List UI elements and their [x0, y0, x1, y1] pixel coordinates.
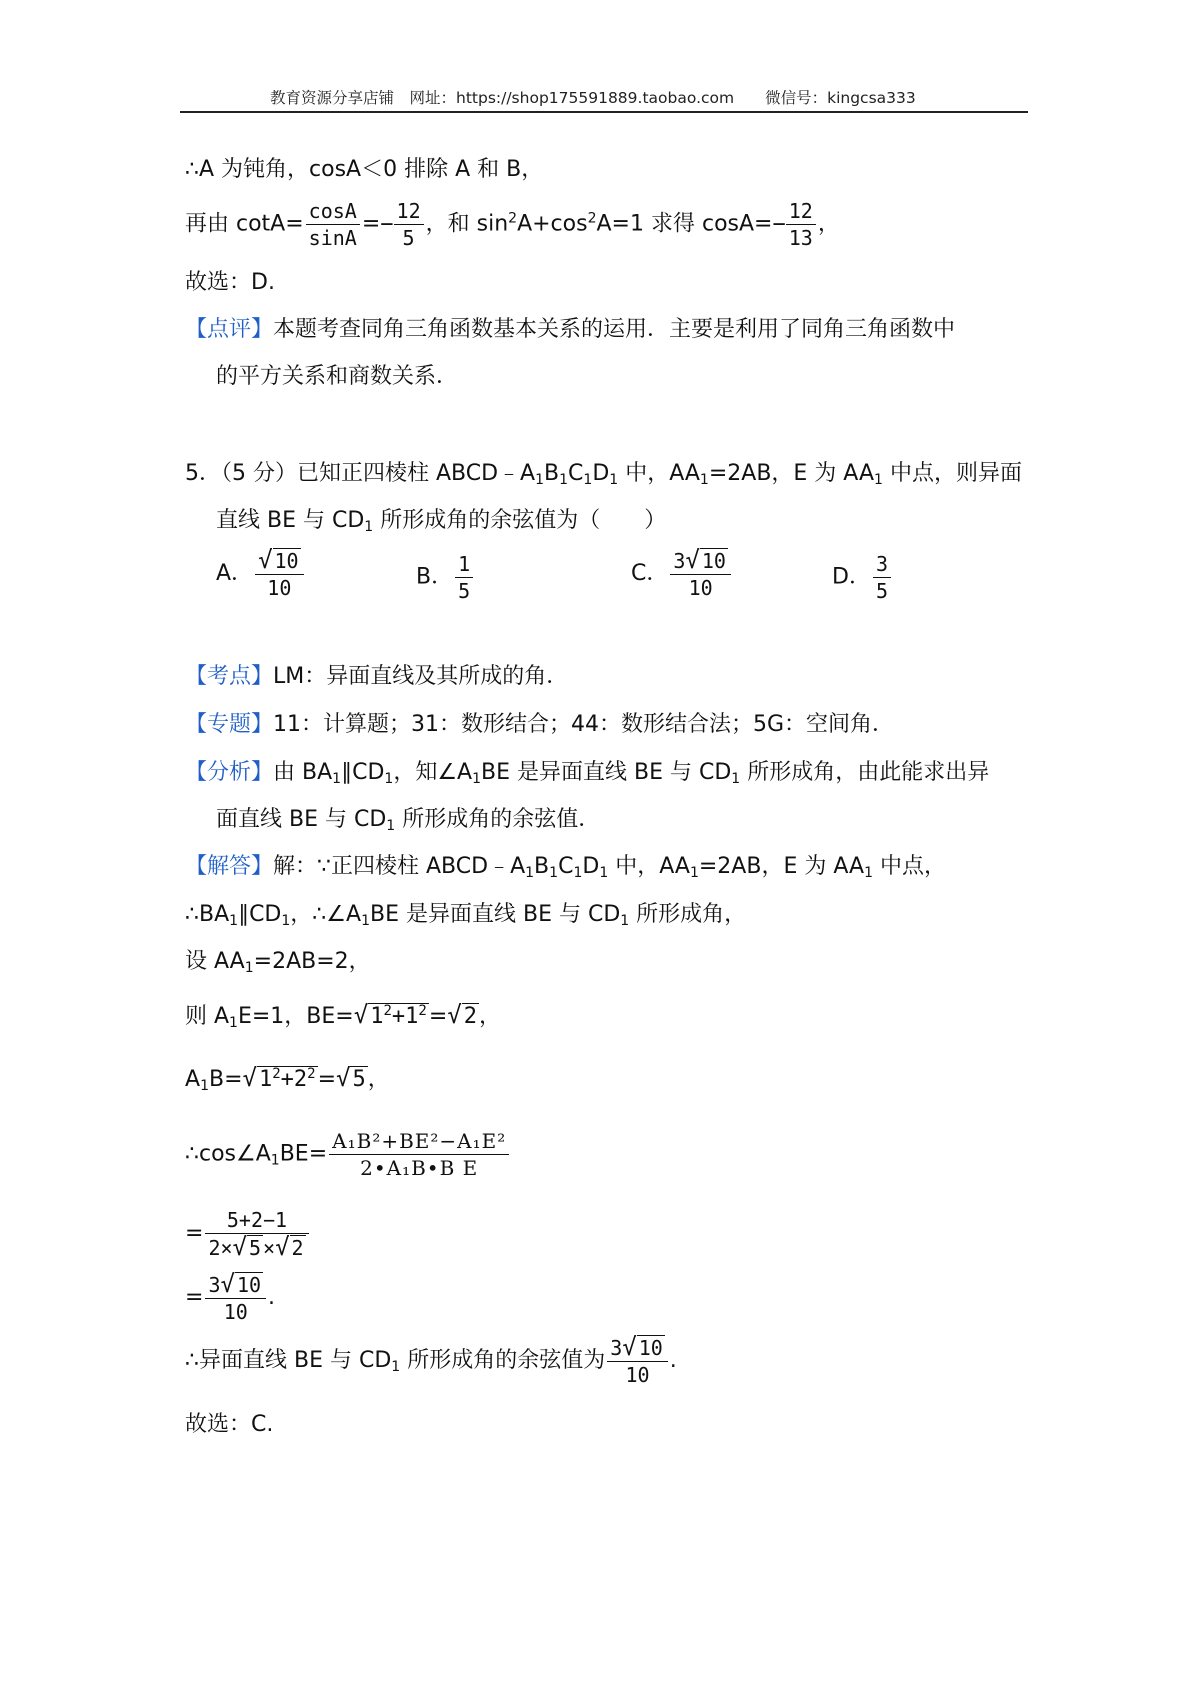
sup: 2 — [508, 210, 518, 227]
text: 中点， — [872, 854, 946, 879]
solution-step-6 — [185, 1128, 511, 1181]
frac-den: 5 — [455, 577, 473, 604]
cosine-law-frac — [329, 1128, 509, 1181]
text: =2AB，E 为 AA — [698, 854, 865, 879]
text: =2AB=2， — [253, 949, 371, 974]
option-label: D． — [832, 564, 871, 590]
radicand: 5 — [248, 1236, 262, 1260]
text: C — [568, 461, 584, 486]
sub: 1 — [620, 913, 630, 929]
radical: √ 5 — [232, 1233, 262, 1261]
radicand: 10 — [274, 549, 299, 573]
option-label: A． — [216, 561, 254, 586]
frac-den: 10 — [607, 1361, 668, 1388]
q4-l2-end: ， — [817, 211, 840, 237]
zhuanti-line — [185, 710, 894, 740]
text: 直线 BE 与 CD — [216, 508, 365, 533]
sub: 1 — [361, 913, 370, 929]
text: ， — [367, 1067, 390, 1092]
text: 所形成角， — [629, 902, 747, 927]
frac-den: 2•A₁B•B E — [329, 1154, 509, 1181]
frac-den: 10 — [255, 574, 304, 601]
text: BE 是异面直线 BE 与 CD — [481, 760, 732, 785]
frac-num: cosA — [308, 199, 357, 223]
q5-stem-line-2 — [216, 506, 666, 536]
sub: 1 — [391, 1359, 401, 1375]
zhuanti-tag: 【专题】 — [185, 712, 274, 737]
frac-num — [205, 1271, 266, 1298]
kaodian-tag: 【考点】 — [185, 664, 274, 689]
text: B — [544, 461, 560, 486]
sub: 1 — [535, 472, 545, 488]
comment-tag: 【点评】 — [185, 317, 274, 342]
sup: 2 — [418, 1003, 427, 1019]
q4-line-2 — [185, 198, 840, 251]
frac-den — [205, 1233, 308, 1261]
radicand — [368, 1003, 429, 1029]
frac-num — [670, 547, 731, 574]
q4-l2-b: ，和 sin — [425, 211, 509, 237]
frac-cos-over-sin — [306, 198, 360, 251]
radical: $√1^2+1^2$ — [353, 1001, 427, 1029]
text: 5．（5 分）已知正四棱柱 ABCD﹣A — [185, 461, 536, 486]
text: 中，AA — [608, 854, 690, 879]
frac-8 — [205, 1271, 266, 1325]
frac-12-5 — [394, 198, 424, 251]
q4-l2-a: 再由 cotA= — [185, 211, 304, 237]
sub: 1 — [525, 865, 535, 881]
text: 中点，则异面 — [882, 461, 1022, 486]
option-c[interactable] — [631, 547, 733, 601]
q4-comment-line-2: 的平方关系和商数关系． — [216, 364, 459, 389]
frac-9 — [607, 1334, 668, 1388]
frac-num: 12 — [396, 199, 421, 223]
sub: 1 — [200, 1078, 209, 1094]
q5-stem-line-1 — [185, 459, 1022, 489]
page-header: 教育资源分享店铺 网址：https://shop175591889.taobao.com 微信号：kingcsa333 — [270, 89, 916, 107]
radical: $√1^2+2^2$ — [242, 1064, 316, 1092]
neg-sign: − — [380, 211, 394, 237]
text: 中，AA — [618, 461, 700, 486]
text: B — [534, 854, 550, 879]
text: 所形成角的余弦值为（ ） — [373, 508, 667, 533]
sub: 1 — [699, 472, 709, 488]
text: +1 — [391, 1004, 419, 1029]
sup: 2 — [307, 1066, 316, 1082]
option-label: B． — [416, 564, 454, 590]
sub: 1 — [864, 865, 873, 881]
radicand: 5 — [352, 1067, 366, 1092]
text: ∴BA — [185, 902, 230, 927]
text: 由 BA — [273, 760, 333, 785]
text: B= — [208, 1067, 243, 1092]
sub: 1 — [332, 771, 342, 787]
text: ∥CD — [238, 902, 282, 927]
text: E=1，BE= — [237, 1004, 354, 1029]
coef: 3 — [208, 1273, 221, 1297]
radicand: 10 — [701, 549, 726, 573]
frac-num: 12 — [788, 199, 813, 223]
solution-step-8 — [185, 1271, 275, 1325]
text: =2AB，E 为 AA — [708, 461, 875, 486]
jieda-tag: 【解答】 — [185, 854, 274, 879]
coef: 3 — [673, 549, 686, 573]
text: 所形成角的余弦值． — [395, 807, 601, 832]
radicand: 10 — [638, 1336, 663, 1360]
text: +2 — [280, 1067, 308, 1092]
sub: 1 — [270, 1152, 280, 1169]
text: ，∴∠A — [290, 902, 362, 927]
option-b[interactable] — [416, 551, 475, 604]
sub: 1 — [364, 519, 374, 535]
text: = — [428, 1004, 448, 1029]
q4-l2-c: A+cos — [517, 211, 588, 237]
frac-den: 5 — [873, 577, 891, 604]
text: = — [185, 1285, 204, 1310]
radicand: 10 — [236, 1273, 262, 1297]
text: ， — [478, 1004, 501, 1029]
q4-comment-line-1 — [185, 315, 955, 345]
sub: 1 — [689, 865, 699, 881]
sub: 1 — [229, 1015, 238, 1031]
text: . — [669, 1348, 677, 1373]
text: BE 是异面直线 BE 与 CD — [370, 902, 621, 927]
sub: 1 — [386, 818, 396, 834]
option-d[interactable] — [832, 551, 893, 604]
text: C — [558, 854, 574, 879]
sub: 1 — [609, 472, 619, 488]
text: 所形成角的余弦值为 — [400, 1348, 606, 1373]
radicand — [257, 1066, 318, 1092]
solution-step-4 — [185, 1000, 501, 1032]
sup: 2 — [587, 210, 597, 227]
fenxi-line-1 — [185, 758, 989, 788]
option-frac — [873, 551, 891, 604]
frac-num — [255, 547, 304, 574]
text: D — [582, 854, 600, 879]
header-rule — [180, 111, 1028, 113]
frac-num: 1 — [458, 552, 471, 576]
frac-den: 5 — [394, 224, 424, 251]
option-frac — [455, 551, 473, 604]
text: = — [185, 1221, 204, 1246]
sub: 1 — [472, 771, 482, 787]
radical: √ 10 — [258, 546, 299, 574]
radicand: 2 — [463, 1004, 477, 1029]
sub: 1 — [731, 771, 741, 787]
sub: 1 — [559, 472, 569, 488]
text: ，知∠A — [393, 760, 473, 785]
option-frac — [670, 547, 731, 601]
frac-num: A₁B²+BE²−A₁E² — [332, 1129, 507, 1153]
text: 设 AA — [185, 949, 245, 974]
option-label: C． — [631, 561, 669, 586]
frac-den: 13 — [786, 224, 816, 251]
solution-step-9 — [185, 1334, 677, 1388]
sub: 1 — [599, 865, 609, 881]
text: = — [317, 1067, 337, 1092]
text: 2× — [208, 1236, 233, 1260]
solution-step-3 — [185, 947, 371, 977]
radical: √2 — [447, 1001, 477, 1029]
kaodian-line — [185, 662, 568, 692]
solution-step-2 — [185, 900, 746, 930]
sup: 2 — [272, 1066, 281, 1082]
text: × — [263, 1236, 276, 1260]
sub: 1 — [229, 913, 239, 929]
text: 则 A — [185, 1004, 230, 1029]
solution-step-5 — [185, 1063, 390, 1095]
sub: 1 — [549, 865, 559, 881]
solution-step-7 — [185, 1207, 311, 1261]
q4-l2-d: A=1 求得 cosA= — [596, 211, 773, 237]
sub: 1 — [583, 472, 593, 488]
frac-12-13 — [786, 198, 816, 251]
text: ∴异面直线 BE 与 CD — [185, 1348, 392, 1373]
radical: √ 10 — [220, 1270, 262, 1298]
radical: √5 — [336, 1064, 366, 1092]
radical: √ 10 — [685, 546, 726, 574]
frac-den: 10 — [670, 574, 731, 601]
frac-den: sinA — [306, 224, 360, 251]
text: 1 — [258, 1067, 273, 1092]
fenxi-tag: 【分析】 — [185, 760, 274, 785]
q4-line-1: ∴A 为钝角，cosA＜0 排除 A 和 B， — [185, 157, 544, 182]
text: ∴cos∠A — [185, 1141, 271, 1167]
fenxi-line-2 — [216, 805, 600, 835]
frac-num: 5+2−1 — [226, 1208, 288, 1232]
radical: √ 10 — [622, 1333, 663, 1361]
sup: 2 — [383, 1003, 392, 1019]
frac-den: 10 — [205, 1298, 266, 1325]
text: ∥CD — [341, 760, 385, 785]
text: 所形成角，由此能求出异 — [740, 760, 990, 785]
q4-l2-eq: = — [361, 211, 381, 237]
radical: √ 2 — [275, 1233, 304, 1261]
text: BE= — [279, 1141, 328, 1167]
text: . — [268, 1285, 276, 1310]
frac-num: 3 — [875, 552, 888, 576]
sub: 1 — [244, 960, 254, 976]
text: A — [185, 1067, 201, 1092]
comment-text: 本题考查同角三角函数基本关系的运用．主要是利用了同角三角函数中 — [273, 317, 956, 342]
jieda-line-1 — [185, 852, 946, 882]
neg-sign: − — [772, 211, 786, 237]
text: D — [592, 461, 610, 486]
radicand: 2 — [291, 1236, 304, 1260]
coef: 3 — [610, 1336, 623, 1360]
solution-answer: 故选：C. — [185, 1412, 274, 1437]
frac-num — [607, 1334, 668, 1361]
text: 解：∵正四棱柱 ABCD﹣A — [273, 854, 526, 879]
text: 1 — [370, 1004, 384, 1029]
text: 11：计算题；31：数形结合；44：数形结合法；5G：空间角． — [273, 712, 895, 737]
option-a[interactable] — [216, 547, 306, 601]
frac-7 — [205, 1207, 308, 1261]
sub: 1 — [874, 472, 883, 488]
sub: 1 — [384, 771, 394, 787]
sub: 1 — [281, 913, 291, 929]
q4-line-3: 故选：D. — [185, 270, 275, 295]
option-frac — [255, 547, 304, 601]
sub: 1 — [573, 865, 583, 881]
text: 面直线 BE 与 CD — [216, 807, 387, 832]
text: LM：异面直线及其所成的角． — [273, 664, 569, 689]
